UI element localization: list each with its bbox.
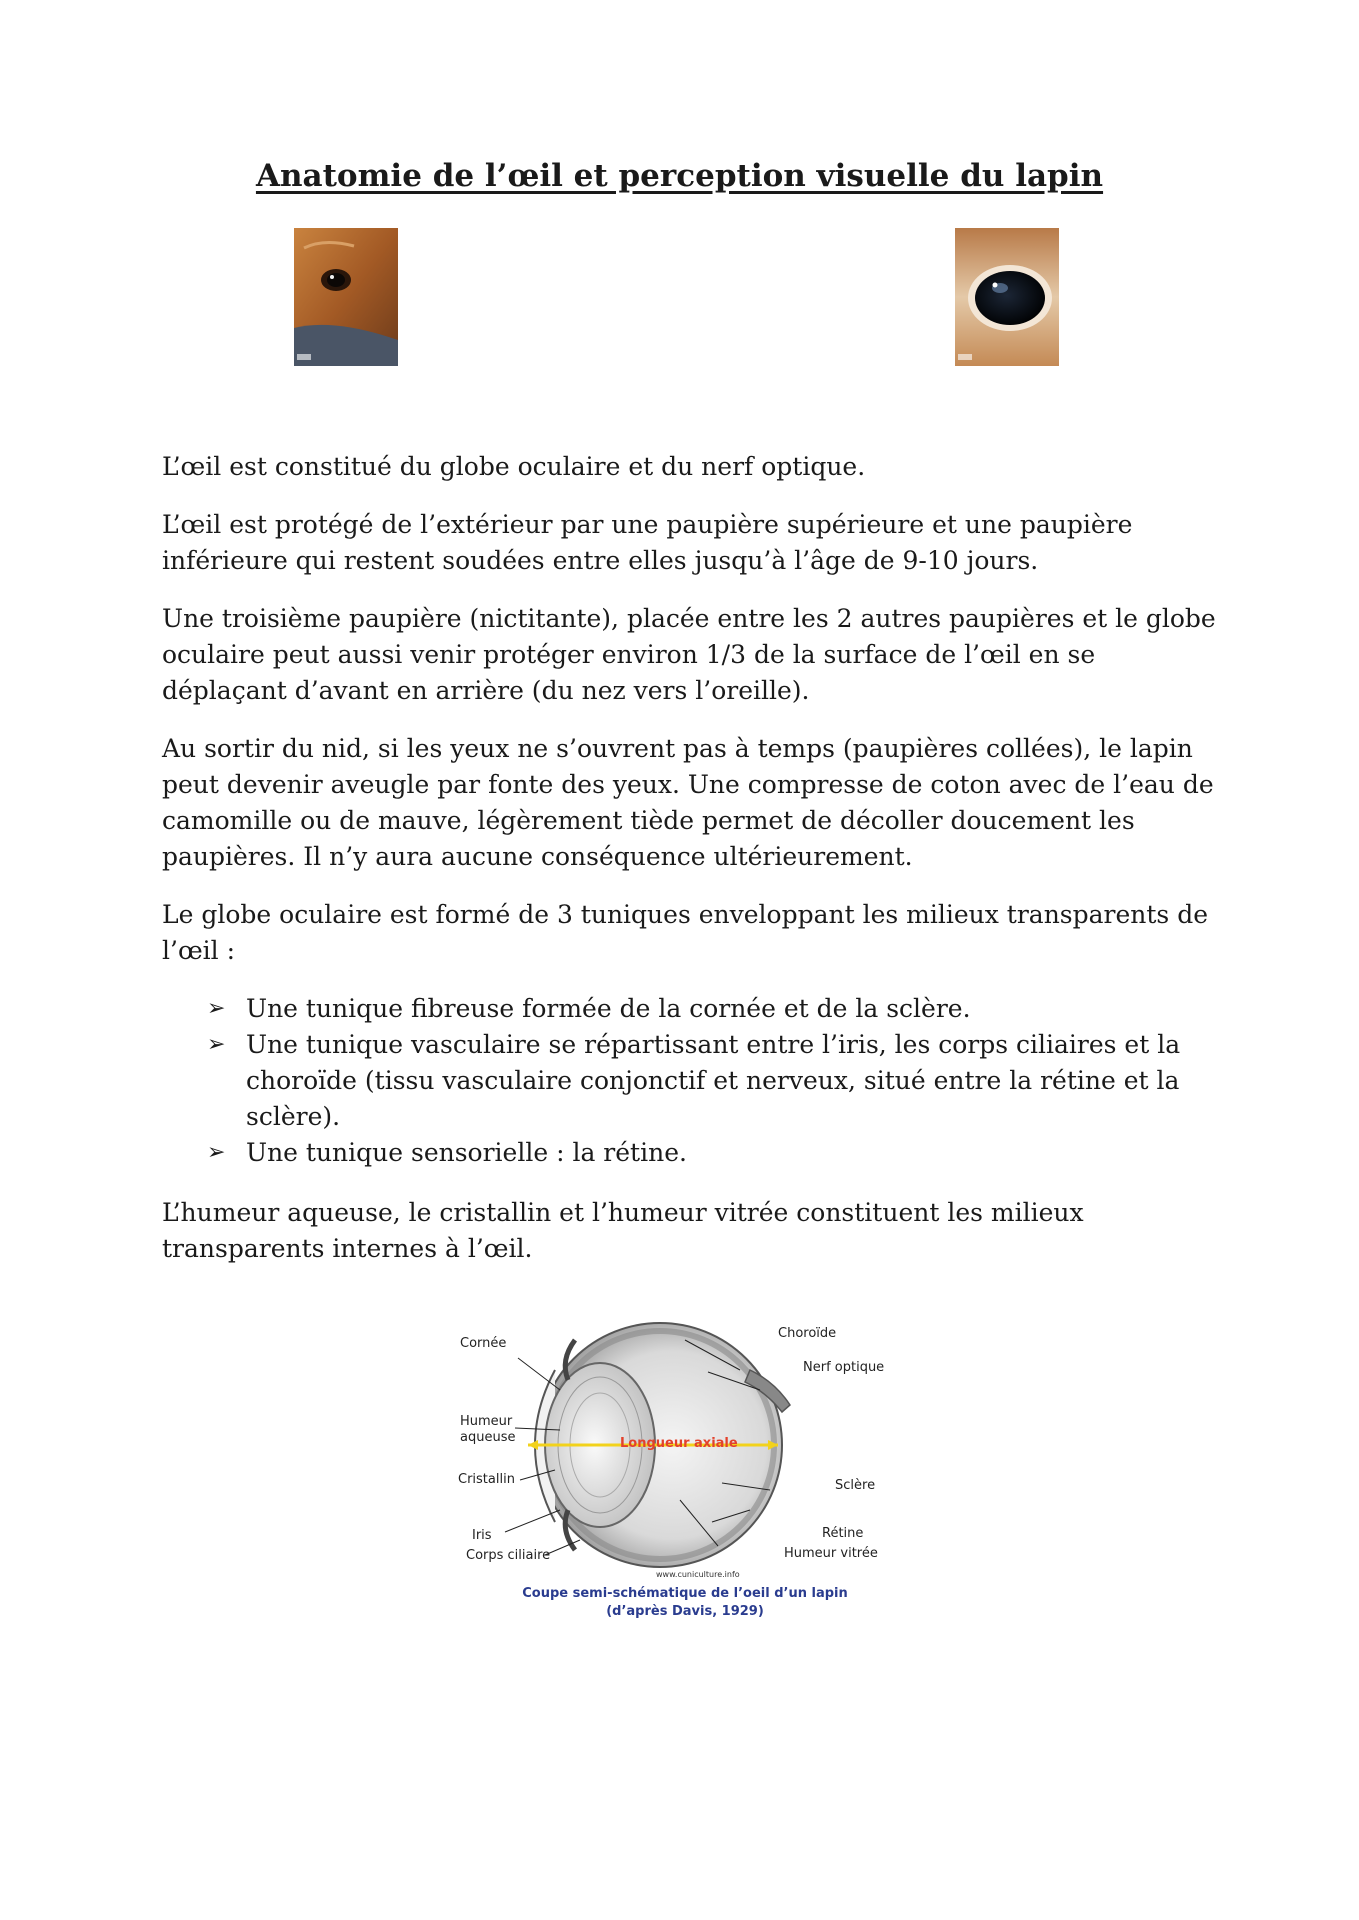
rabbit-head-photo xyxy=(294,228,398,366)
label-choroide: Choroïde xyxy=(778,1326,837,1341)
paragraph: Le globe oculaire est formé de 3 tuniques enveloppant les milieux transparents de l’œil : xyxy=(162,900,1208,965)
arrow-bullet-icon: ➢ xyxy=(207,996,226,1021)
body-text xyxy=(162,449,1222,1289)
arrow-bullet-icon: ➢ xyxy=(207,1032,226,1057)
list-item: ➢ Une tunique sensorielle : la rétine. xyxy=(207,1135,1222,1171)
label-sclere: Sclère xyxy=(835,1478,876,1493)
label-humeur-vitree: Humeur vitrée xyxy=(784,1546,878,1561)
page-title: Anatomie de l’œil et perception visuelle du lapin xyxy=(255,158,1104,194)
eye-diagram xyxy=(460,1300,910,1645)
label-cornee: Cornée xyxy=(460,1336,507,1351)
label-nerf-optique: Nerf optique xyxy=(803,1360,885,1375)
label-iris: Iris xyxy=(472,1528,492,1543)
bullet-list xyxy=(162,991,1222,1171)
list-item: ➢ Une tunique fibreuse formée de la cornée et de la sclère. xyxy=(207,991,1222,1027)
list-item: ➢ Une tunique vasculaire se répartissant entre l’iris, les corps ciliaires et la choroïde (tissu vasculaire conjonctif et nerveux, situé entre la rétine et la sclère). xyxy=(207,1027,1222,1135)
arrow-bullet-icon: ➢ xyxy=(207,1140,226,1165)
label-longueur-axiale: Longueur axiale xyxy=(620,1436,738,1451)
image-credit: www.cuniculture.info xyxy=(656,1570,740,1579)
paragraph: L’humeur aqueuse, le cristallin et l’humeur vitrée constituent les milieux transparents internes à l’œil. xyxy=(162,1198,1084,1263)
paragraph: L’œil est constitué du globe oculaire et du nerf optique. xyxy=(162,452,866,481)
rabbit-eye-photo xyxy=(955,228,1059,366)
label-corps-ciliaire: Corps ciliaire xyxy=(466,1548,551,1563)
diagram-caption: Coupe semi-schématique de l’oeil d’un lapin (d’après Davis, 1929) xyxy=(522,1586,848,1619)
label-retine: Rétine xyxy=(822,1526,864,1541)
paragraph: Une troisième paupière (nictitante), placée entre les 2 autres paupières et le globe oculaire peut aussi venir protéger environ 1/3 de la surface de l’œil en se déplaçant d’avant en arrière (du nez vers l’oreille). xyxy=(162,604,1216,705)
paragraph: L’œil est protégé de l’extérieur par une paupière supérieure et une paupière inférieure qui restent soudées entre elles jusqu’à l’âge de 9-10 jours. xyxy=(162,510,1133,575)
paragraph: Au sortir du nid, si les yeux ne s’ouvrent pas à temps (paupières collées), le lapin peut devenir aveugle par fonte des yeux. Une compresse de coton avec de l’eau de camomille ou de mauve, légèrement tiède permet de décoller doucement les paupières. Il n’y aura aucune conséquence ultérieurement. xyxy=(162,734,1214,871)
label-cristallin: Cristallin xyxy=(458,1472,515,1487)
label-humeur-aqueuse-1: Humeur xyxy=(460,1414,513,1429)
label-humeur-aqueuse-2: aqueuse xyxy=(460,1430,516,1445)
